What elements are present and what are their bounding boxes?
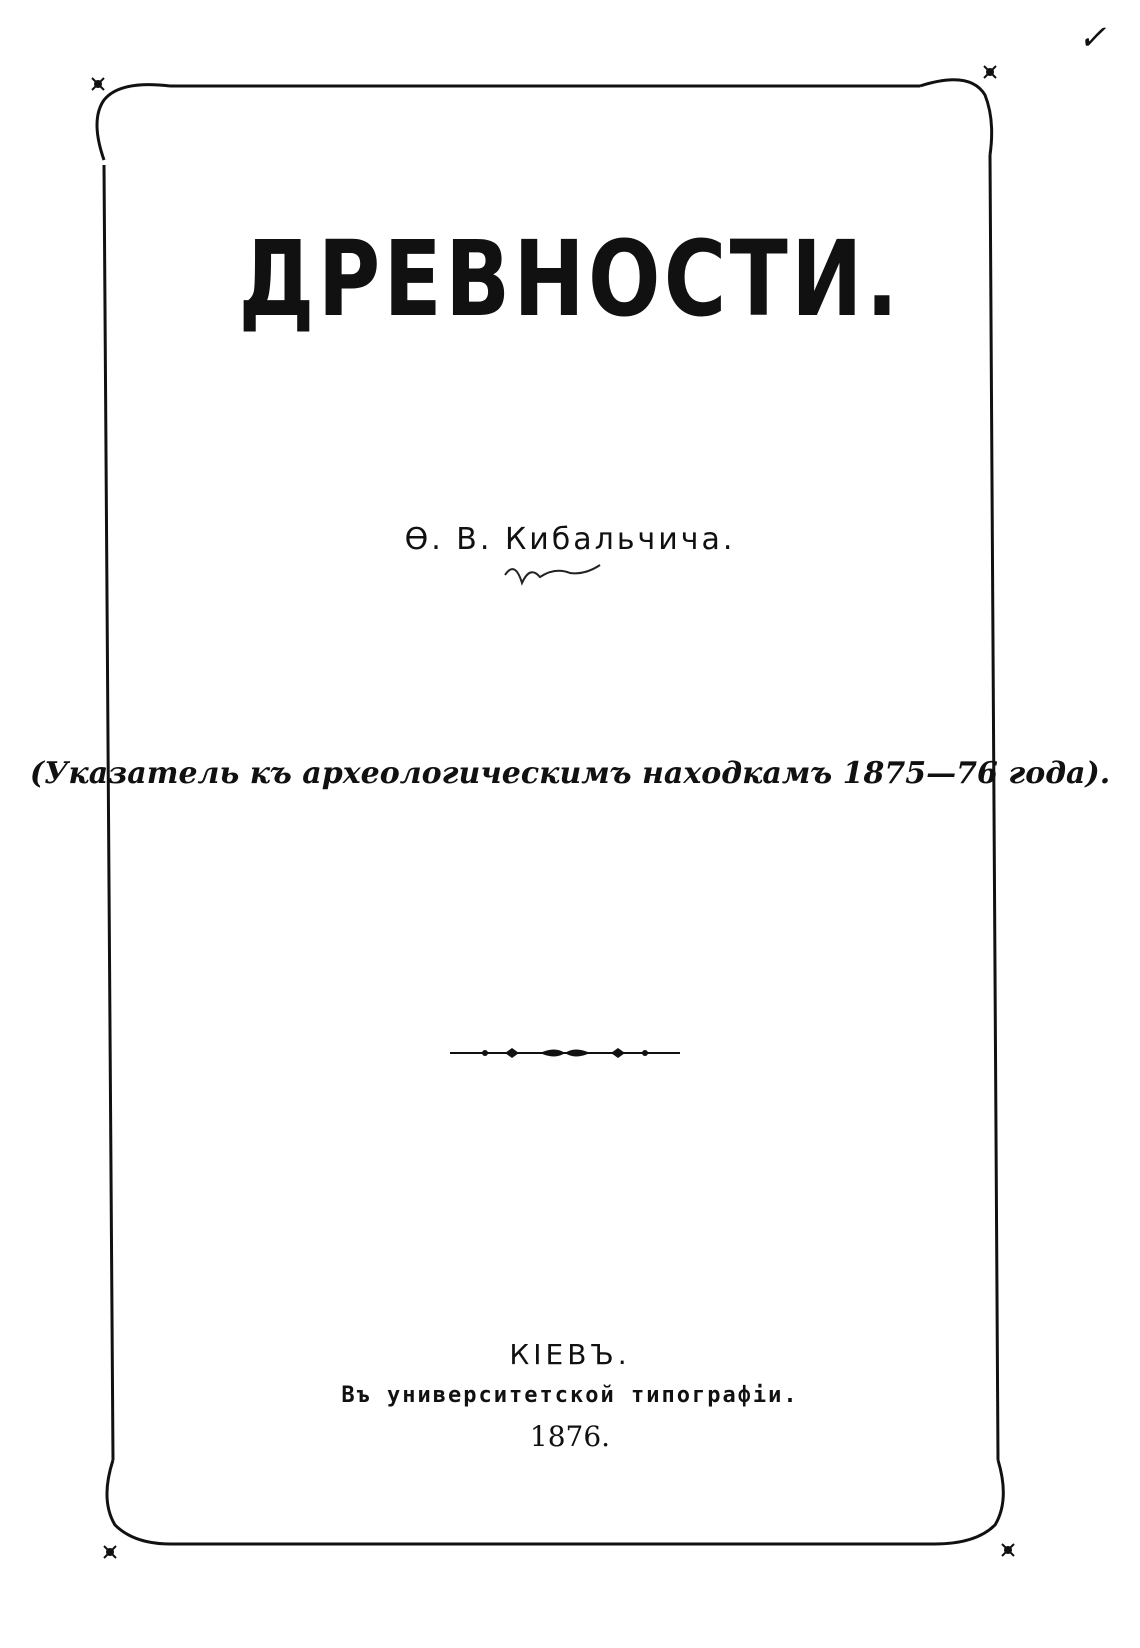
printer-line: Въ университетской типографіи. [341, 1383, 799, 1408]
margin-check-mark: ✓ [1078, 18, 1107, 58]
book-title: ДРЕВНОСТИ. [238, 218, 902, 340]
subtitle: (Указатель къ археологическимъ находкамъ 1875—76 года). [29, 756, 1111, 791]
corner-flourish-top-left [92, 78, 104, 90]
corner-flourish-bottom-right [1002, 1544, 1014, 1556]
city-name: КІЕВЪ. [509, 1338, 631, 1371]
typographic-ornament [450, 1046, 680, 1060]
author-line: Ѳ. В. Кибальчича. [404, 522, 736, 557]
publication-year: 1876. [529, 1420, 611, 1453]
corner-flourish-bottom-left [104, 1546, 116, 1558]
handwritten-annotation [500, 555, 610, 595]
corner-flourish-top-right [984, 66, 996, 78]
